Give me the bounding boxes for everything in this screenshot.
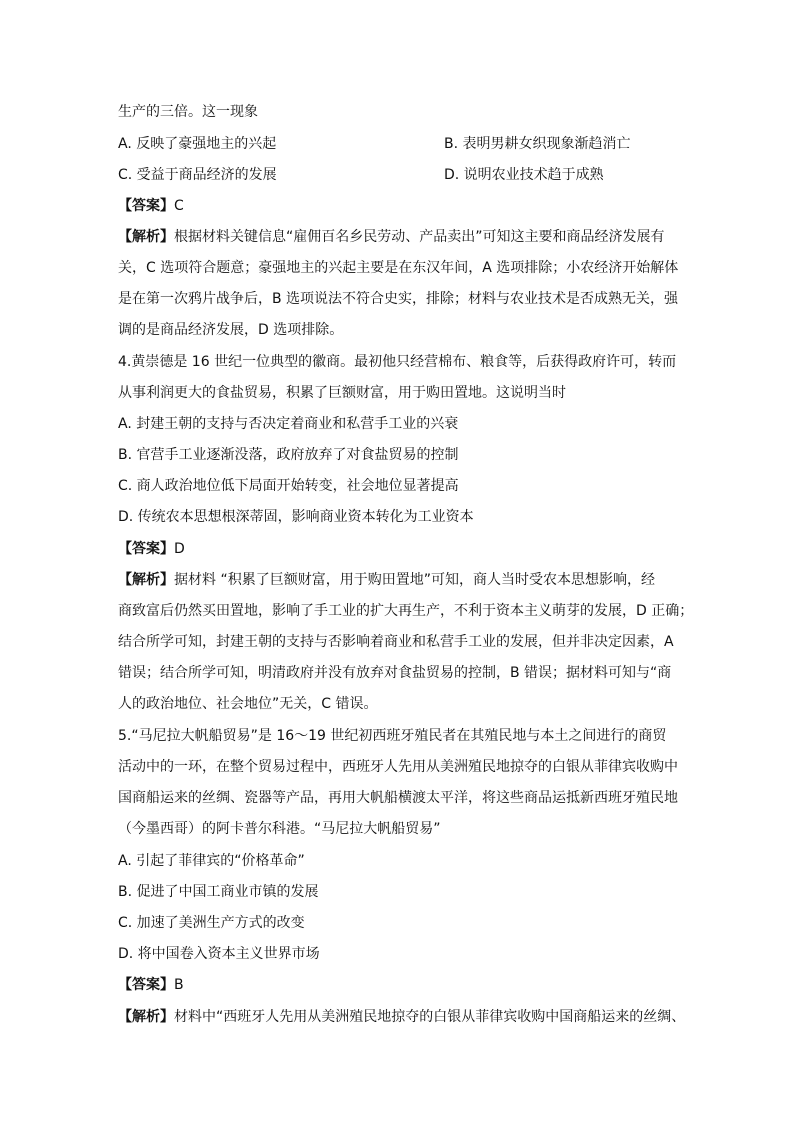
q4-option-d: D. 传统农本思想根深蒂固，影响商业资本转化为工业资本: [118, 509, 474, 525]
q5-option-d: D. 将中国卷入资本主义世界市场: [118, 946, 320, 962]
analysis-text: 据材料 “积累了巨额财富，用于购田置地”可知，商人当时受农本思想影响，经: [174, 572, 655, 588]
q3-option-c: C. 受益于商品经济的发展: [118, 167, 277, 183]
q5-option-a: A. 引起了菲律宾的“价格革命”: [118, 853, 305, 869]
q4-stem-line-1: 4.黄崇德是 16 世纪一位典型的徽商。最初他只经营棉布、粮食等，后获得政府许可，转而: [118, 354, 677, 370]
q4-analysis-line-2: 商致富后仍然买田置地，影响了手工业的扩大再生产，不利于资本主义萌芽的发展，D 正确；: [118, 603, 694, 619]
q4-analysis-line-4: 错误；结合所学可知，明清政府并没有放弃对食盐贸易的控制，B 错误；据材料可知与“商: [118, 665, 672, 681]
analysis-text: 根据材料关键信息“雇佣百名乡民劳动、产品卖出”可知这主要和商品经济发展有: [174, 229, 665, 245]
q3-analysis-line-3: 是在第一次鸦片战争后，B 选项说法不符合史实，排除；材料与农业技术是否成熟无关，强: [118, 291, 679, 307]
q4-analysis-line-5: 人的政治地位、社会地位”无关，C 错误。: [118, 696, 378, 712]
analysis-tag: 【解析】: [118, 229, 174, 245]
q5-stem-line-1: 5.“马尼拉大帆船贸易”是 16～19 世纪初西班牙殖民者在其殖民地与本土之间进行的商贸: [118, 728, 667, 744]
q4-analysis-line-3: 结合所学可知，封建王朝的支持与否影响着商业和私营手工业的发展，但并非决定因素，A: [118, 634, 674, 650]
q4-analysis-line-1: [118, 570, 678, 590]
q4-stem-line-2: 从事利润更大的食盐贸易，积累了巨额财富，用于购田置地。这说明当时: [118, 385, 566, 401]
analysis-tag: 【解析】: [118, 572, 174, 588]
q3-analysis-line-2: 关，C 选项符合题意；豪强地主的兴起主要是在东汉年间，A 选项排除；小农经济开始解体: [118, 260, 679, 276]
analysis-text: 材料中“西班牙人先用从美洲殖民地掠夺的白银从菲律宾收购中国商船运来的丝绸、: [174, 1009, 686, 1025]
q4-option-c: C. 商人政治地位低下局面开始转变，社会地位显著提高: [118, 478, 459, 494]
q3-answer: [118, 196, 678, 216]
q5-option-b: B. 促进了中国工商业市镇的发展: [118, 884, 319, 900]
q3-option-d: D. 说明农业技术趋于成熟: [444, 167, 604, 183]
q3-stem-tail: 生产的三倍。这一现象: [118, 104, 258, 120]
q5-answer: [118, 975, 678, 995]
answer-tag: 【答案】: [118, 541, 174, 557]
q5-stem-line-2: 活动中的一环，在整个贸易过程中，西班牙人先用从美洲殖民地掠夺的白银从菲律宾收购中: [118, 759, 678, 775]
q5-stem-line-4: （今墨西哥）的阿卡普尔科港。“马尼拉大帆船贸易”: [118, 821, 441, 837]
q4-answer: [118, 539, 678, 559]
answer-tag: 【答案】: [118, 977, 174, 993]
q4-option-a: A. 封建王朝的支持与否决定着商业和私营手工业的兴衰: [118, 416, 459, 432]
analysis-tag: 【解析】: [118, 1009, 174, 1025]
q5-analysis-line-1: [118, 1007, 686, 1027]
q3-option-a: A. 反映了豪强地主的兴起: [118, 136, 277, 152]
answer-value: C: [174, 198, 184, 214]
q3-option-b: B. 表明男耕女织现象渐趋消亡: [444, 136, 631, 152]
answer-tag: 【答案】: [118, 198, 174, 214]
answer-value: D: [174, 541, 185, 557]
q3-analysis-line-4: 调的是商品经济发展，D 选项排除。: [118, 322, 344, 338]
q5-option-c: C. 加速了美洲生产方式的改变: [118, 915, 305, 931]
answer-value: B: [174, 977, 184, 993]
q4-option-b: B. 官营手工业逐渐没落，政府放弃了对食盐贸易的控制: [118, 447, 459, 463]
q3-analysis-line-1: [118, 227, 678, 247]
q5-stem-line-3: 国商船运来的丝绸、瓷器等产品，再用大帆船横渡太平洋，将这些商品运抵新西班牙殖民地: [118, 790, 678, 806]
